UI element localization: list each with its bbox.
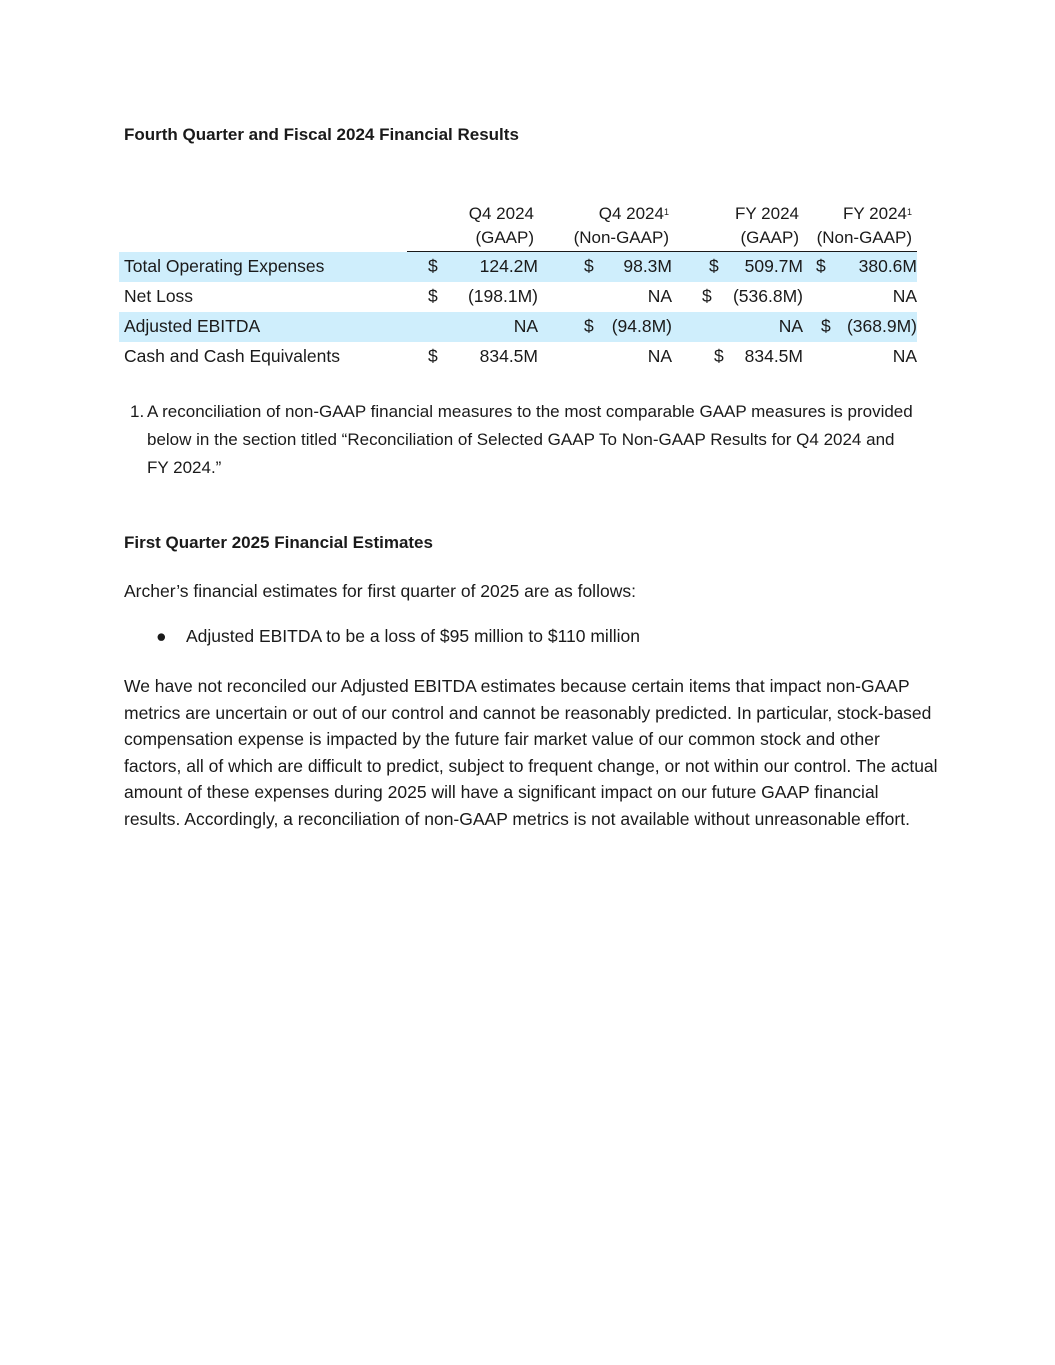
table-row [119,342,917,372]
row-label: Adjusted EBITDA [124,316,261,336]
footnote-text: A reconciliation of non-GAAP financial measures to the most comparable GAAP measures is provided below in the section titled “Reconciliation of Selected GAAP To Non-GAAP Results for Q4 2024 and FY 2024.” [147,402,913,477]
footnote [130,398,920,482]
reconciliation-paragraph: We have not reconciled our Adjusted EBITDA estimates because certain items that impact non-GAAP metrics are uncertain or out of our control and cannot be reasonably predicted. In particular, stock-based compensation expense is impacted by the future fair market value of our common stock and other factors, all of which are difficult to predict, subject to frequent change, or not within our control. The actual amount of these expenses during 2025 will have a significant impact on our future GAAP financial results. Accordingly, a reconciliation of non-GAAP metrics is not available without unreasonable effort. [124,676,938,829]
table-header [119,202,917,252]
table-cell: NA [647,286,672,306]
currency-symbol: $ [816,256,826,276]
col-header-fy-gaap: FY 2024 (GAAP) [735,204,799,247]
financial-results-table [119,202,917,372]
row-label: Total Operating Expenses [124,256,325,276]
table-cell: (198.1M) [467,286,538,306]
table-row [119,282,917,312]
results-heading: Fourth Quarter and Fiscal 2024 Financial Results [124,125,519,144]
currency-symbol: $ [714,346,724,366]
table-cell: (94.8M) [611,316,672,336]
table-cell: NA [892,346,917,366]
bullet-text: Adjusted EBITDA to be a loss of $95 million to $110 million [186,626,640,646]
table-cell: NA [513,316,538,336]
bullet-icon: ● [156,626,167,646]
estimates-intro: Archer’s financial estimates for first quarter of 2025 are as follows: [124,581,636,601]
table-cell: NA [647,346,672,366]
col-header-fy-nongaap: FY 2024$^1$ (Non-GAAP) [816,204,912,247]
table-cell: (368.9M) [846,316,917,336]
estimates-heading: First Quarter 2025 Financial Estimates [124,533,433,552]
currency-symbol: $ [428,346,438,366]
row-label: Cash and Cash Equivalents [124,346,340,366]
footnote-number: 1. [130,402,145,421]
table-cell: NA [778,316,803,336]
table-cell: 834.5M [744,346,803,366]
table-cell: NA [892,286,917,306]
table-row [119,252,917,282]
table-cell: (536.8M) [732,286,803,306]
currency-symbol: $ [584,256,594,276]
currency-symbol: $ [428,286,438,306]
currency-symbol: $ [428,256,438,276]
currency-symbol: $ [709,256,719,276]
row-label: Net Loss [124,286,194,306]
currency-symbol: $ [702,286,712,306]
currency-symbol: $ [584,316,594,336]
currency-symbol: $ [821,316,831,336]
table-cell: 98.3M [623,256,672,276]
col-header-q4-nongaap: Q4 2024$^1$ (Non-GAAP) [573,204,669,247]
table-cell: 834.5M [479,346,538,366]
table-row [119,312,917,342]
col-header-q4-gaap: Q4 2024 (GAAP) [468,204,534,247]
table-cell: 124.2M [479,256,538,276]
table-cell: 380.6M [858,256,917,276]
table-cell: 509.7M [744,256,803,276]
